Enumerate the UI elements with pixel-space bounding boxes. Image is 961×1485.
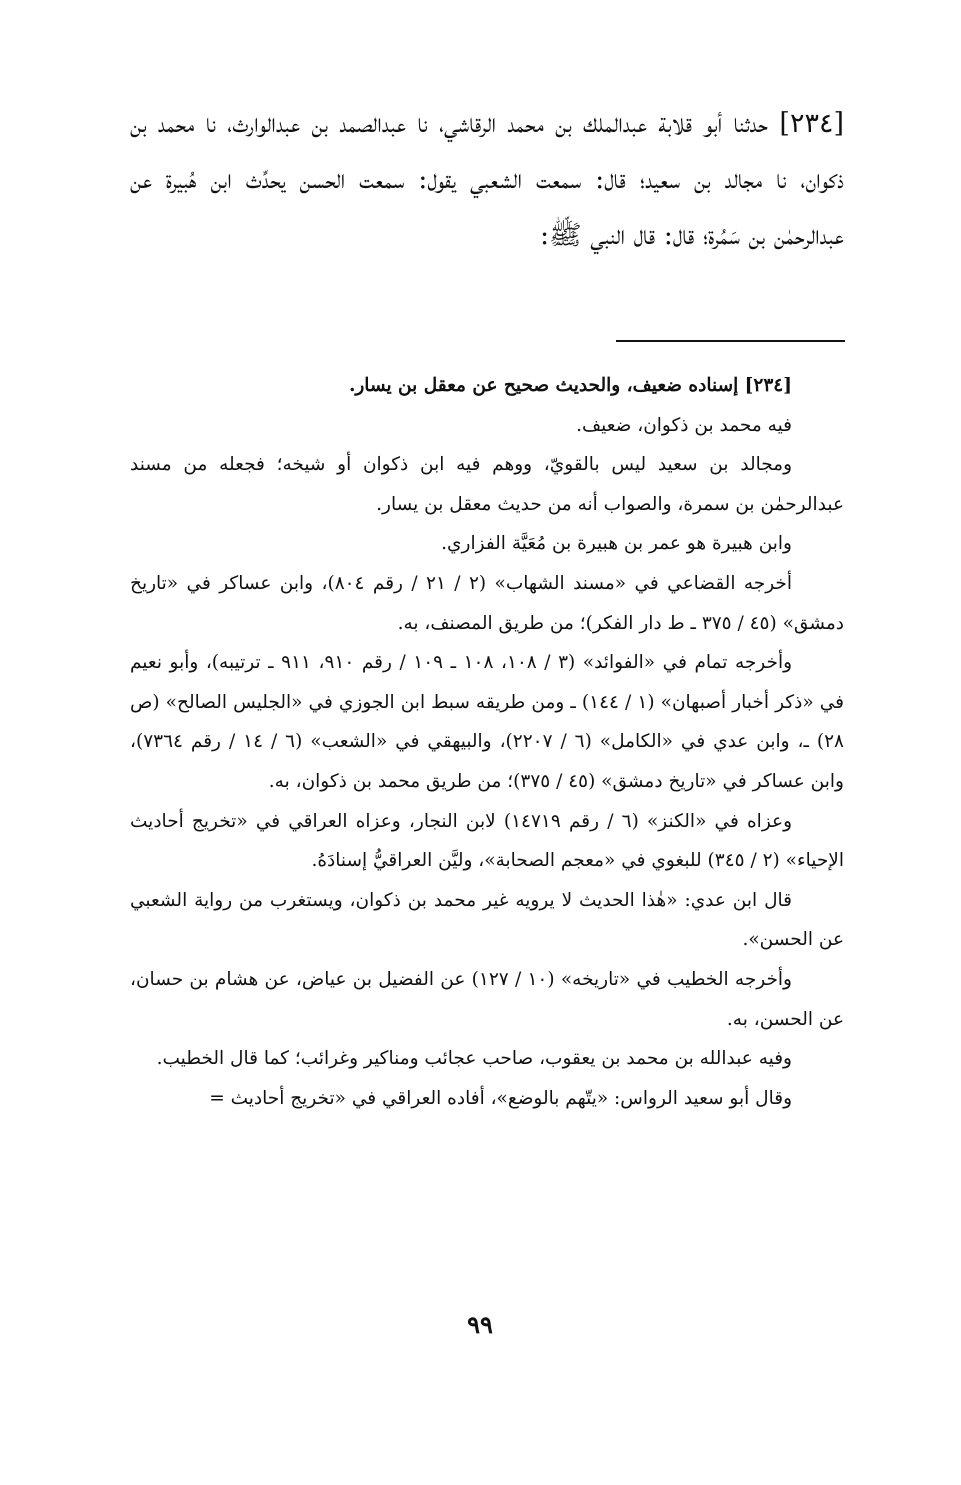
footnote-paragraph: وفيه عبدالله بن محمد بن يعقوب، صاحب عجائب ومناكير وغرائب؛ كما قال الخطيب. [156,1048,792,1070]
footnote-separator [616,340,845,342]
footnote-paragraph: وقال أبو سعيد الرواس: «يتّهم بالوضع»، أفاده العراقي في «تخريج أحاديث = [209,1087,792,1109]
hadith-paragraph: [٢٣٤] حدثنا أبو قلابة عبدالملك بن محمد الرقاشي، نا عبدالصمد بن عبدالوارث، نا محمد بن ذكوان، نا مجالد بن سعيد؛ قال: سمعت الشعبي يقول: سمعت الحسن يحدِّث ابن هُبيرة عن عبدالرحمٰن بن سَمُرة؛ قال: قال النبي ﷺ: [130,108,844,251]
footnote-paragraph: قال ابن عدي: «هٰذا الحديث لا يرويه غير محمد بن ذكوان، ويستغرب من رواية الشعبي عن الحسن». [130,889,844,951]
footnote-paragraph: فيه محمد بن ذكوان، ضعيف. [576,414,792,436]
footnote-paragraph: وأخرجه تمام في «الفوائد» (٣ / ١٠٨، ١٠٨ ـ ١٠٩ / رقم ٩١٠، ٩١١ ـ ترتيبه)، وأبو نعيم في «ذكر أخبار أصبهان» (١ / ١٤٤) ـ ومن طريقه سبط ابن الجوزي في «الجليس الصالح» (ص ٢٨) ـ، وابن عدي في «الكامل» (٦ / ٢٢٠٧)، والبيهقي في «الشعب» (٦ / ١٤ / رقم ٧٣٦٤)، وابن عساكر في «تاريخ دمشق» (٤٥ / ٣٧٥)؛ من طريق محمد بن ذكوان، به. [130,652,844,792]
footnote-paragraph: وابن هبيرة هو عمر بن هبيرة بن مُعَيَّة الفزاري. [441,533,792,555]
hadith-text [130,96,844,264]
page-number: ٩٩ [467,1310,493,1339]
footnotes [130,366,844,1118]
footnote-paragraph: وأخرجه الخطيب في «تاريخه» (١٠ / ١٢٧) عن الفضيل بن عياض، عن هشام بن حسان، عن الحسن، به. [130,968,844,1030]
footnote-paragraph: ومجالد بن سعيد ليس بالقويّ، ووهم فيه ابن ذكوان أو شيخه؛ فجعله من مسند عبدالرحمٰن بن سمرة، والصواب أنه من حديث معقل بن يسار. [130,454,844,515]
footnote-heading: [٢٣٤] إسناده ضعيف، والحديث صحيح عن معقل بن يسار. [348,375,792,396]
footnote-paragraph: وعزاه في «الكنز» (٦ / رقم ١٤٧١٩) لابن النجار، وعزاه العراقي في «تخريج أحاديث الإحياء» (٢ / ٣٤٥) للبغوي في «معجم الصحابة»، وليَّن العراقيُّ إسنادَهُ. [130,810,844,872]
footnote-paragraph: أخرجه القضاعي في «مسند الشهاب» (٢ / ٢١ / رقم ٨٠٤)، وابن عساكر في «تاريخ دمشق» (٤٥ / ٣٧٥ ـ ط دار الفكر)؛ من طريق المصنف، به. [130,572,844,634]
